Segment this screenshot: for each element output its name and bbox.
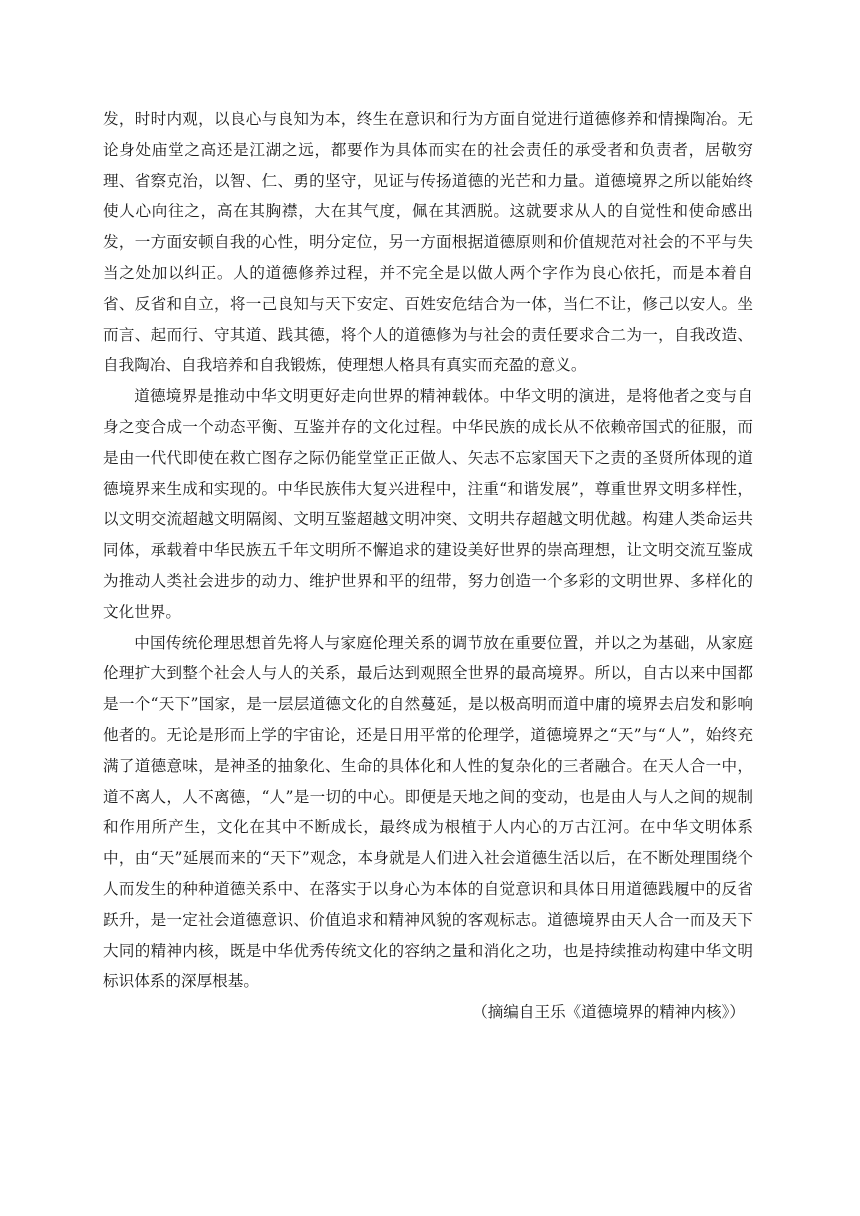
paragraph-1: 发，时时内观，以良心与良知为本，终生在意识和行为方面自觉进行道德修养和情操陶冶。无论身处庙堂之高还是江湖之远，都要作为具体而实在的社会责任的承受者和负责者，居敬穷理、省察克治，以智、仁、勇的坚守，见证与传扬道德的光芒和力量。道德境界之所以能始终使人心向往之，高在其胸襟，大在其气度，佩在其洒脱。这就要求从人的自觉性和使命感出发，一方面安顿自我的心性，明分定位，另一方面根据道德原则和价值规范对社会的不平与失当之处加以纠正。人的道德修养过程，并不完全是以做人两个字作为良心依托，而是本着自省、反省和自立，将一己良知与天下安定、百姓安危结合为一体，当仁不让，修己以安人。坐而言、起而行、守其道、践其德，将个人的道德修为与社会的责任要求合二为一，自我改造、自我陶冶、自我培养和自我锻炼，使理想人格具有真实而充盈的意义。 (103, 110, 753, 375)
paragraph-2: 道德境界是推动中华文明更好走向世界的精神载体。中华文明的演进，是将他者之变与自身之变合成一个动态平衡、互鉴并存的文化过程。中华民族的成长从不依赖帝国式的征服，而是由一代代即使在救亡图存之际仍能堂堂正正做人、矢志不忘家国天下之责的圣贤所体现的道德境界来生成和实现的。中华民族伟大复兴进程中，注重“和谐发展”，尊重世界文明多样性，以文明交流超越文明隔阂、文明互鉴超越文明冲突、文明共存超越文明优越。构建人类命运共同体，承载着中华民族五千年文明所不懈追求的建设美好世界的崇高理想，让文明交流互鉴成为推动人类社会进步的动力、维护世界和平的纽带，努力创造一个多彩的文明世界、多样化的文化世界。 (103, 387, 753, 621)
source-citation: （摘编自王乐《道德境界的精神内核》） (472, 1003, 745, 1022)
paragraph-3: 中国传统伦理思想首先将人与家庭伦理关系的调节放在重要位置，并以之为基础，从家庭伦理扩大到整个社会人与人的关系，最后达到观照全世界的最高境界。所以，自古以来中国都是一个“天下”国家，是一层层道德文化的自然蔓延，是以极高明而道中庸的境界去启发和影响他者的。无论是形而上学的宇宙论，还是日用平常的伦理学，道德境界之“天”与“人”，始终充满了道德意味，是神圣的抽象化、生命的具体化和人性的复杂化的三者融合。在天人合一中，道不离人，人不离德，“人”是一切的中心。即便是天地之间的变动，也是由人与人之间的规制和作用所产生，文化在其中不断成长，最终成为根植于人内心的万古江河。在中华文明体系中，由“天”延展而来的“天下”观念，本身就是人们进入社会道德生活以后，在不断处理围绕个人而发生的种种道德关系中、在落实于以身心为本体的自觉意识和具体日用道德践履中的反省跃升，是一定社会道德意识、价值追求和精神风貌的客观标志。道德境界由天人合一而及天下大同的精神内核，既是中华优秀传统文化的容纳之量和消化之功，也是持续推动构建中华文明标识体系的深厚根基。 (103, 633, 753, 991)
article-body (103, 104, 753, 1028)
